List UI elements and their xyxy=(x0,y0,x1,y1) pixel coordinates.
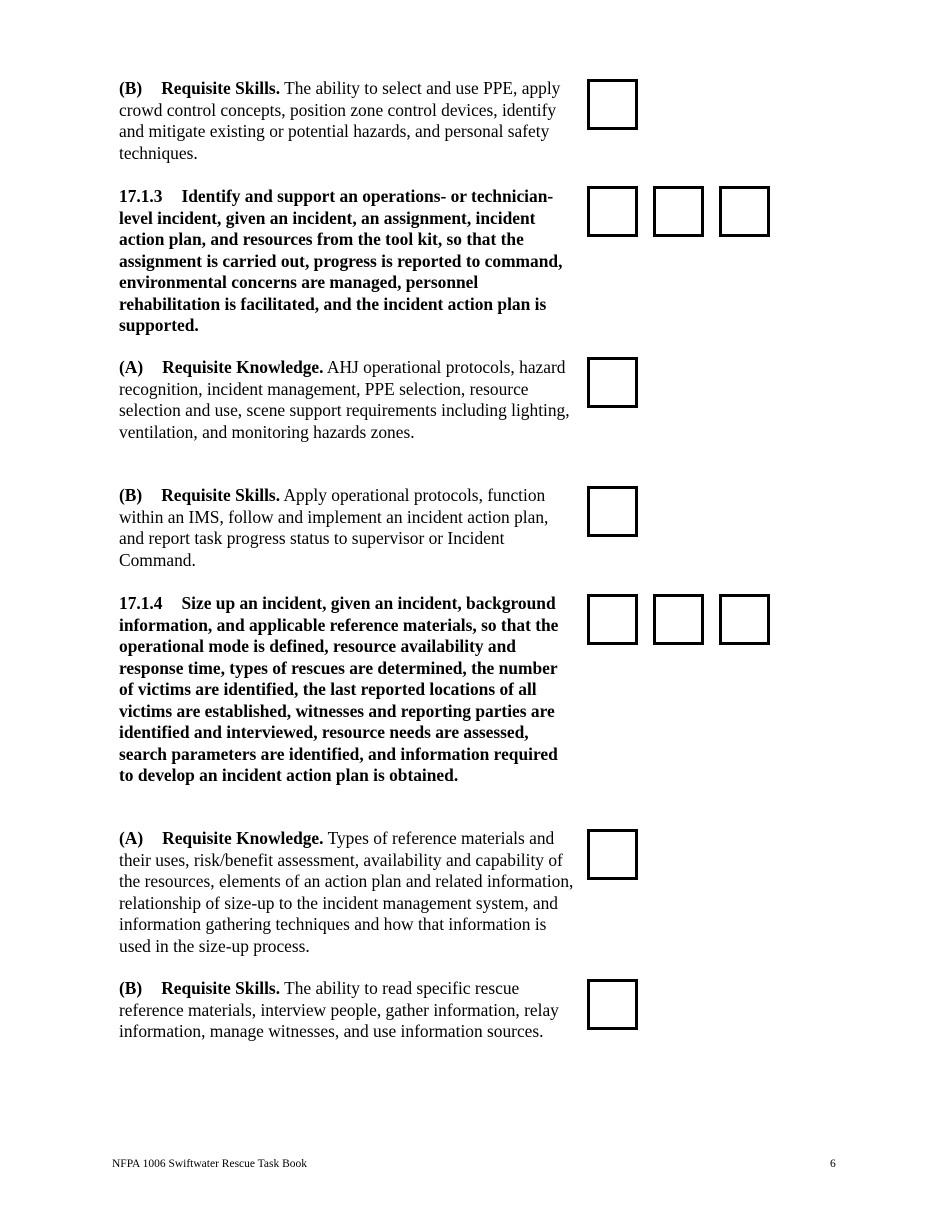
item-text: The ability to read specific rescue reference materials, interview people, gather information, relay information, manage witnesses, and use information sources. xyxy=(119,978,559,1041)
standard-17-1-4 xyxy=(119,593,575,787)
requirement-knowledge-17-1-4 xyxy=(119,828,575,957)
signoff-checkbox[interactable] xyxy=(587,357,638,408)
standard-text: Identify and support an operations- or technician-level incident, given an incident, an assignment, incident action plan, and resources from the tool kit, so that the assignment is carried out, progress is reported to command, environmental concerns are managed, personnel rehabilitation is facilitated, and the incident action plan is supported. xyxy=(119,186,563,335)
item-heading: Requisite Skills. xyxy=(161,978,281,998)
signoff-checkbox[interactable] xyxy=(587,979,638,1030)
checkbox-group xyxy=(587,486,638,537)
signoff-checkbox[interactable] xyxy=(587,829,638,880)
item-heading: Requisite Skills. xyxy=(161,78,281,98)
signoff-checkbox[interactable] xyxy=(587,486,638,537)
checkbox-group xyxy=(587,979,638,1030)
signoff-checkbox[interactable] xyxy=(653,186,704,237)
item-heading: Requisite Skills. xyxy=(161,485,281,505)
checkbox-group xyxy=(587,594,770,645)
signoff-checkbox[interactable] xyxy=(587,594,638,645)
requirement-skills-17-1-4 xyxy=(119,978,575,1043)
standard-number: 17.1.4 xyxy=(119,593,163,613)
signoff-checkbox[interactable] xyxy=(587,186,638,237)
requirement-skills-17-1-3 xyxy=(119,485,575,571)
standard-number: 17.1.3 xyxy=(119,186,163,206)
standard-17-1-3 xyxy=(119,186,575,337)
item-text: Types of reference materials and their uses, risk/benefit assessment, availability and capability of the resources, elements of an action plan and related information, relationship of size-up to the incident management system, and information gathering techniques and how that information is used in the size-up process. xyxy=(119,828,574,956)
signoff-checkbox[interactable] xyxy=(719,594,770,645)
item-text: The ability to select and use PPE, apply crowd control concepts, position zone control devices, identify and mitigate existing or potential hazards, and personal safety techniques. xyxy=(119,78,561,163)
signoff-checkbox[interactable] xyxy=(719,186,770,237)
item-text: AHJ operational protocols, hazard recognition, incident management, PPE selection, resource selection and use, scene support requirements including lighting, ventilation, and monitoring hazards zones. xyxy=(119,357,570,442)
item-heading: Requisite Knowledge. xyxy=(162,828,324,848)
item-prefix: (B) xyxy=(119,978,143,998)
standard-text: Size up an incident, given an incident, background information, and applicable reference materials, so that the operational mode is defined, resource availability and response time, types of rescues are determined, the number of victims are identified, the last reported locations of all victims are established, witnesses and reporting parties are identified and interviewed, resource needs are assessed, search parameters are identified, and information required to develop an incident action plan is obtained. xyxy=(119,593,559,785)
item-prefix: (A) xyxy=(119,828,144,848)
item-prefix: (B) xyxy=(119,78,143,98)
signoff-checkbox[interactable] xyxy=(587,79,638,130)
checkbox-group xyxy=(587,79,638,130)
item-heading: Requisite Knowledge. xyxy=(162,357,324,377)
footer-title: NFPA 1006 Swiftwater Rescue Task Book xyxy=(112,1158,308,1170)
item-prefix: (A) xyxy=(119,357,144,377)
item-prefix: (B) xyxy=(119,485,143,505)
page-number: 6 xyxy=(830,1158,836,1170)
checkbox-group xyxy=(587,186,770,237)
checkbox-group xyxy=(587,357,638,408)
checkbox-group xyxy=(587,829,638,880)
signoff-checkbox[interactable] xyxy=(653,594,704,645)
requirement-knowledge-17-1-3 xyxy=(119,357,575,443)
item-text: Apply operational protocols, function within an IMS, follow and implement an incident action plan, and report task progress status to supervisor or Incident Command. xyxy=(119,485,549,570)
requirement-skills-17-1-2 xyxy=(119,78,575,164)
